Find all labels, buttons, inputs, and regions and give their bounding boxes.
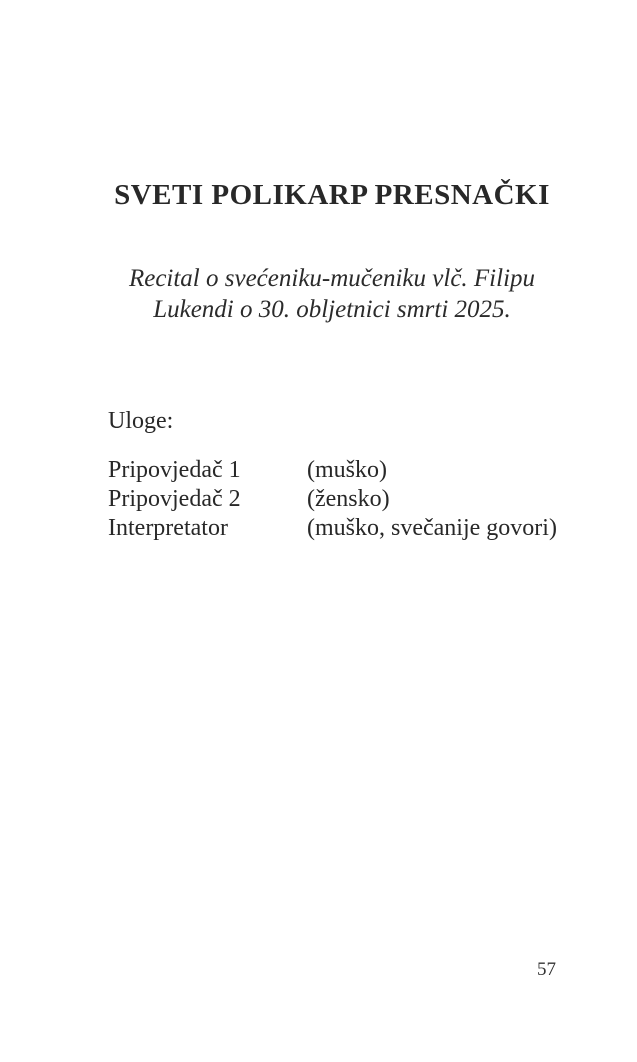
page-title: SVETI POLIKARP PRESNAČKI bbox=[114, 179, 550, 211]
role-name: Pripovjedač 2 bbox=[108, 486, 241, 512]
roles-list bbox=[108, 456, 578, 543]
role-description: (žensko) bbox=[307, 486, 390, 512]
role-row bbox=[108, 485, 578, 514]
role-name: Pripovjedač 1 bbox=[108, 457, 241, 483]
role-row bbox=[108, 514, 578, 543]
roles-heading: Uloge: bbox=[108, 408, 174, 434]
subtitle-line-1: Recital o svećeniku-mučeniku vlč. Filipu bbox=[128, 265, 536, 292]
subtitle-line-2: Lukendi o 30. obljetnici smrti 2025. bbox=[153, 296, 511, 323]
page-number: 57 bbox=[537, 959, 556, 980]
role-name: Interpretator bbox=[108, 515, 228, 541]
role-row bbox=[108, 456, 578, 485]
role-description: (muško, svečanije govori) bbox=[307, 515, 557, 541]
subtitle bbox=[94, 263, 570, 325]
role-description: (muško) bbox=[307, 457, 387, 483]
